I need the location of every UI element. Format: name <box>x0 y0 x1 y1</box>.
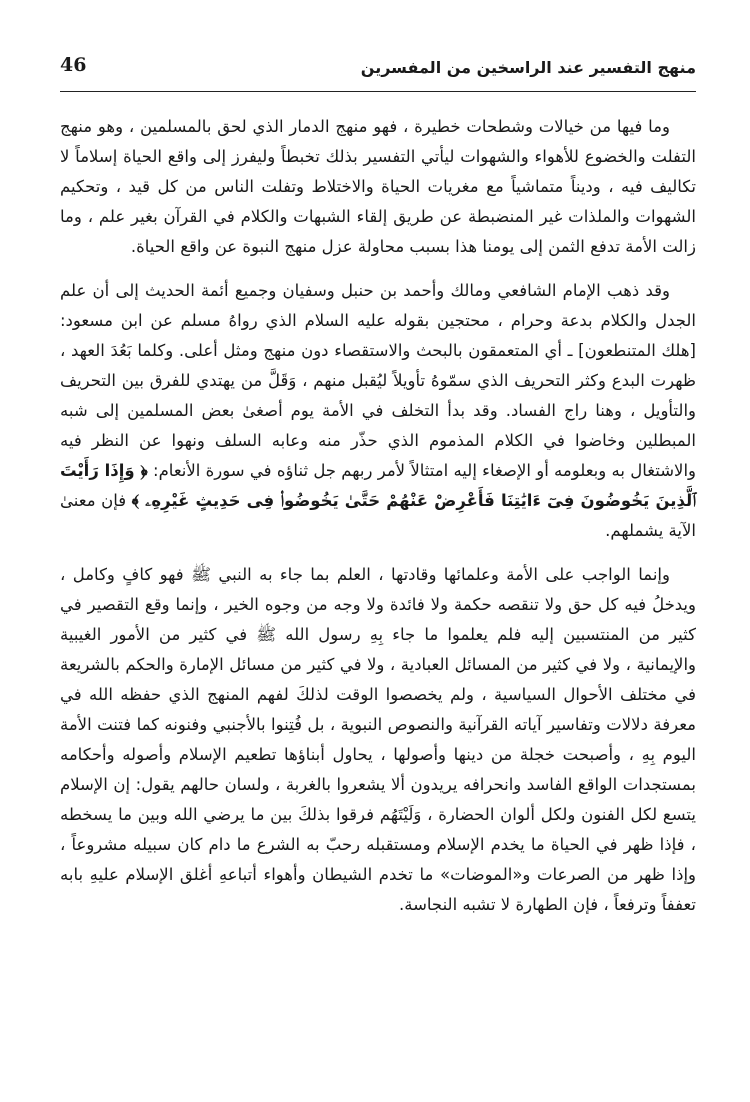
body-text <box>60 112 696 934</box>
paragraph-2 <box>60 276 696 546</box>
paragraph-2-ending: فإن معنىٰ الآية يشملهم. <box>60 491 696 540</box>
page-header <box>60 52 696 92</box>
paragraph-1: وما فيها من خيالات وشطحات خطيرة ، فهو منهج الدمار الذي لحق بالمسلمين ، وهو منهج التفلت والخضوع للأهواء والشهوات ليأتي التفسير بذلك تخبطاً وليفرز إلى واقع الحياة إسلاماً لا تكاليف فيه ، وديناً متماشياً مع مغريات الحياة والاختلاط وتفلت الناس من كل قيد ، وتحكيم الشهوات والملذات غير المنضبطة عن طريق إلقاء الشبهات والكلام في القرآن بغير علم ، وما زالت الأمة تدفع الثمن إلى يومنا هذا بسبب محاولة عزل منهج النبوة عن واقع الحياة. <box>60 117 696 256</box>
paragraph-2-text: وقد ذهب الإمام الشافعي ومالك وأحمد بن حنبل وسفيان وجميع أئمة الحديث إلى أن علم الجدل والكلام بدعة وحرام ، محتجين بقوله عليه السلام الذي رواهُ مسلم عن ابن مسعود: [هلك المتنطعون] ـ أي المتعمقون بالبحث والاستقصاء دون منهج ومثل أعلى. وكلما بَعُدَ العهد ، ظهرت البدع وكثر التحريف الذي سمّوهُ تأويلاً ليُقبل منهم ، وَقَلَّ من يهتدي للفرق بين التحريف والتأويل ، وهنا راج الفساد. وقد بدأ التخلف في الأمة يوم أصغىٰ بعض المسلمين إلى شبه المبطلين وخاضوا في الكلام المذموم الذي حذّر منه وعابه السلف ونهوا عن النظر فيه والاشتغال به وبعلومه أو الإصغاء إليه امتثالاً لأمر ربهم جل ثناؤه في سورة الأنعام: <box>60 281 696 480</box>
paragraph-3: وإنما الواجب على الأمة وعلمائها وقادتها ، العلم بما جاء به النبي ﷺ فهو كافٍ وكامل ، ويدخلُ فيه كل حق ولا تنقصه حكمة ولا فائدة ولا وجه من وجوه الخير ، وإنما وقع التقصير في كثير من المنتسبين إليه فلم يعلموا ما جاء بِهِ رسول الله ﷺ في كثير من الأمور الغيبية والإيمانية ، ولا في كثير من المسائل العبادية ، ولا في كثير من مسائل الإمارة والحكم بالشريعة في مختلف الأحوال السياسية ، ولم يخصصوا الوقت لذلكَ لفهم المنهج الذي حفظه الله في معرفة دلالات وتفاسير آياته القرآنية والنصوص النبوية ، بل فُتِنوا بالأجنبي وفنونه كما فتنت الأمة اليوم بِهِ ، وأصبحت خجلة من دينها وأصولها ، يحاول أبناؤها تطعيم الإسلام وأصوله وأحكامه بمستجدات الواقع الفاسد وانحرافه يريدون ألا يشعروا بالغربة ، ولسان حالهم يقول: إن الإسلام يتسع لكل الفنون ولكل ألوان الحضارة ، وَلَيْتَهُم فرقوا بذلكَ بين ما يرضي الله وبين ما يسخطه ، فإذا ظهر في الحياة ما يخدم الإسلام ومستقبله رحبّ به الشرع ما دام كان سبيله مشروعاً ، وإذا ظهر من الصرعات و«الموضات» ما تخدم الشيطان وأهواء أتباعهِ أغلق الإسلام عليهِ بابه تعففاً وترفعاً ، فإن الطهارة لا تشبه النجاسة. <box>60 565 696 914</box>
page-number: 46 <box>60 54 87 76</box>
quran-verse: ﴿ وَإِذَا رَأَيْتَ ٱلَّذِينَ يَخُوضُونَ فِىٓ ءَايَٰتِنَا فَأَعْرِضْ عَنْهُمْ حَتَّىٰ يَخُوضُوا۟ فِى حَدِيثٍ غَيْرِهِۦ ﴾ <box>60 461 696 510</box>
running-title: منهج التفسير عند الراسخين من المفسرين <box>360 58 696 77</box>
header-divider <box>60 91 696 92</box>
